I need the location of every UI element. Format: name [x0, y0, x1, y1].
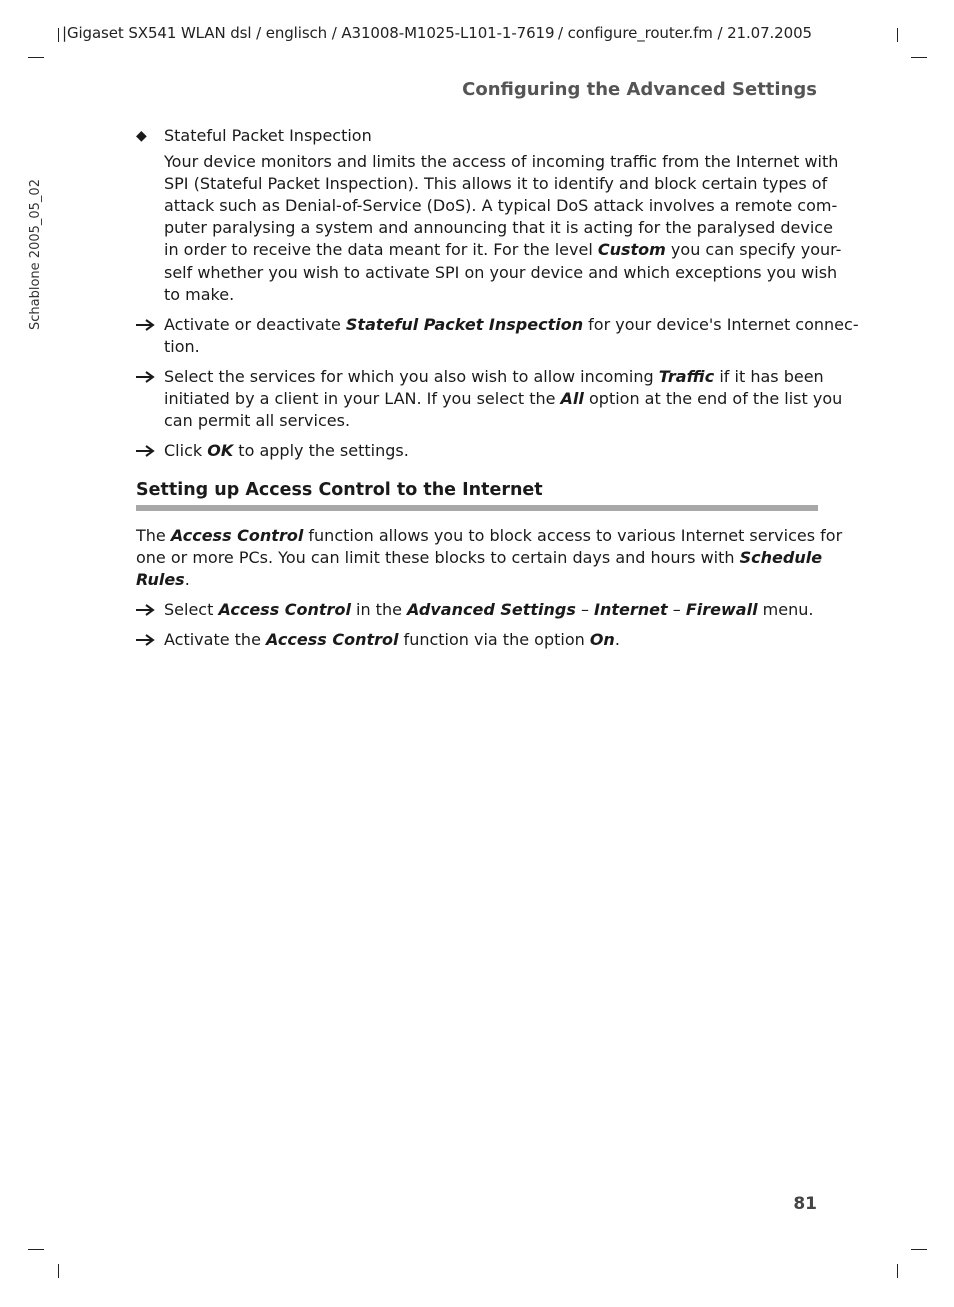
page-number: 81	[793, 1194, 817, 1214]
section-rule	[136, 505, 818, 511]
running-title: Configuring the Advanced Settings	[462, 79, 817, 100]
crop-mark	[897, 28, 898, 42]
step-click-ok: Click OK to apply the settings.	[164, 441, 409, 460]
crop-mark	[911, 1249, 927, 1250]
text-line: to make.	[164, 285, 235, 304]
text-line: SPI (Stateful Packet Inspection). This allows it to identify and block certain types of	[164, 174, 828, 193]
text-line: Rules.	[136, 570, 190, 589]
text-line: attack such as Denial-of-Service (DoS). A typical DoS attack involves a remote com-	[164, 196, 838, 215]
term-traffic: Traffic	[658, 367, 715, 386]
term-rules: Rules	[136, 570, 185, 589]
arrow-right-icon	[134, 366, 156, 388]
arrow-right-icon	[134, 314, 156, 336]
text-line: initiated by a client in your LAN. If you select the All option at the end of the list you	[164, 389, 843, 408]
text-line: The Access Control function allows you to block access to various Internet services for	[136, 526, 843, 545]
text-line: puter paralysing a system and announcing that it is acting for the paralysed device	[164, 218, 833, 237]
text-line: self whether you wish to activate SPI on your device and which exceptions you wish	[164, 263, 838, 282]
step-select-services: Select the services for which you also wish to allow incoming Traffic if it has been	[164, 367, 824, 386]
crop-mark	[58, 1264, 59, 1278]
crop-mark	[58, 28, 59, 42]
term-schedule: Schedule	[739, 548, 823, 567]
arrow-right-icon	[134, 440, 156, 462]
term-custom: Custom	[597, 240, 666, 259]
text-line: one or more PCs. You can limit these blocks to certain days and hours with Schedule	[136, 548, 823, 567]
side-template-label: Schablone 2005_05_02	[28, 179, 43, 330]
section-heading: Setting up Access Control to the Internet	[136, 480, 543, 500]
bullet-title: Stateful Packet Inspection	[164, 126, 372, 145]
crop-mark	[911, 57, 927, 58]
term-ok: OK	[207, 441, 234, 460]
step-select-access-control: Select Access Control in the Advanced Settings – Internet – Firewall menu.	[164, 600, 814, 619]
crop-mark	[28, 1249, 44, 1250]
crop-mark	[28, 57, 44, 58]
arrow-right-icon	[134, 629, 156, 651]
text-line: in order to receive the data meant for it. For the level Custom you can specify your-	[164, 240, 842, 259]
step-activate-access-control: Activate the Access Control function via the option On.	[164, 630, 620, 649]
text-line: tion.	[164, 337, 200, 356]
term-access-control: Access Control	[170, 526, 304, 545]
header-file-info: / configure_router.fm / 21.07.2005	[558, 24, 812, 42]
text-line: Your device monitors and limits the access of incoming traffic from the Internet with	[164, 152, 839, 171]
diamond-bullet-icon: ◆	[136, 128, 147, 144]
term-stateful-packet-inspection: Stateful Packet Inspection	[345, 315, 584, 334]
text-line: can permit all services.	[164, 411, 351, 430]
step-activate-spi: Activate or deactivate Stateful Packet Inspection for your device's Internet connec-	[164, 315, 859, 334]
arrow-right-icon	[134, 599, 156, 621]
header-doc-info: |Gigaset SX541 WLAN dsl / englisch / A31008-M1025-L101-1-7619	[62, 24, 555, 42]
crop-mark	[897, 1264, 898, 1278]
term-all: All	[560, 389, 584, 408]
